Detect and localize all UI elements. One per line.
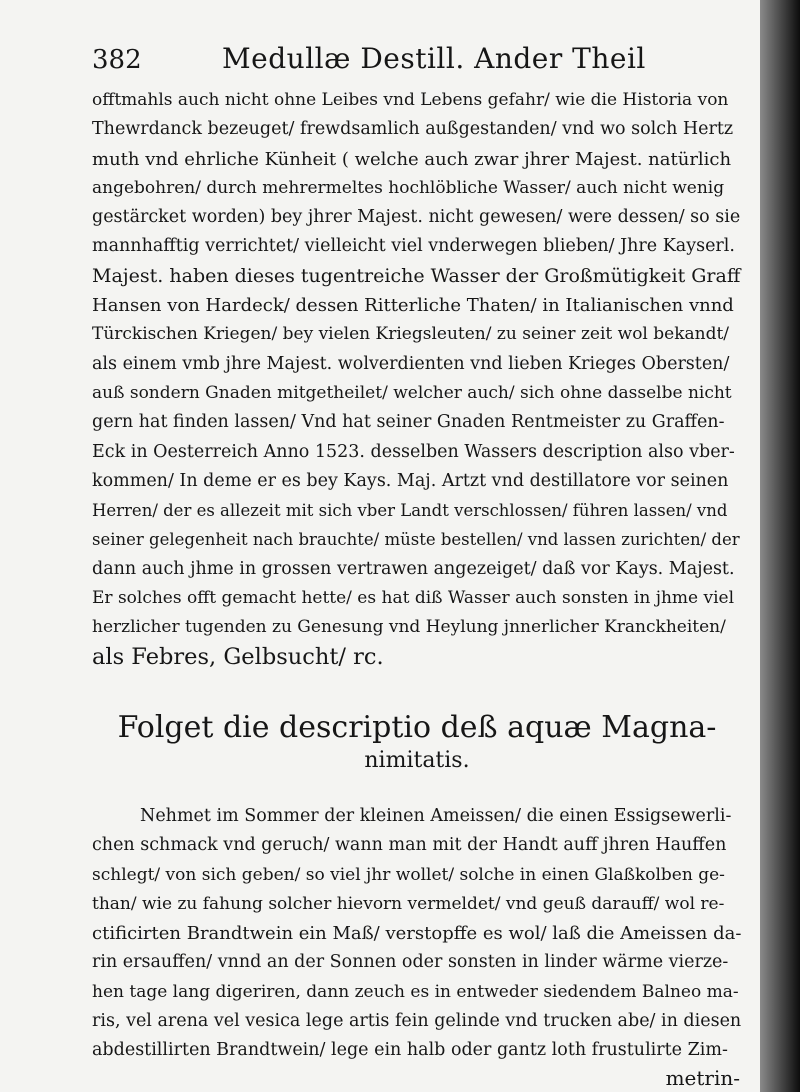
section-heading-continuation: nimitatis. <box>364 747 470 773</box>
section-text <box>92 802 742 1066</box>
text-line: mannhafftig verrichtet/ vielleicht viel vnderwegen blieben/ Jhre Kayserl. <box>92 236 735 257</box>
text-line: Türckischen Kriegen/ bey vielen Kriegsleuten/ zu seiner zeit wol bekandt/ <box>92 324 730 345</box>
text-line: muth vnd ehrliche Künheit ( welche auch zwar jhrer Majest. natürlich <box>92 148 732 170</box>
text-line: gern hat finden lassen/ Vnd hat seiner Gnaden Rentmeister zu Graffen- <box>92 412 725 433</box>
text-line: hen tage lang digeriren, dann zeuch es in entweder siedendem Balneo ma- <box>92 981 739 1002</box>
catchword: metrin- <box>665 1065 740 1090</box>
text-line: Thewrdanck bezeuget/ frewdsamlich außgestanden/ vnd wo solch Hertz <box>92 119 734 140</box>
page-edge-shadow <box>760 0 800 1092</box>
text-line: Herren/ der es allezeit mit sich vber Landt verschlossen/ führen lassen/ vnd <box>92 501 728 521</box>
page-header <box>92 42 742 86</box>
text-line: abdestillirten Brandtwein/ lege ein halb oder gantz loth frustulirte Zim- <box>92 1040 728 1061</box>
text-line: schlegt/ von sich geben/ so viel jhr wollet/ solche in einen Glaßkolben ge- <box>92 864 725 885</box>
text-line: rin ersauffen/ vnnd an der Sonnen oder sonsten in linder wärme vierze- <box>92 952 729 973</box>
text-line: ctificirten Brandtwein ein Maß/ verstopffe es wol/ laß die Ameissen da- <box>92 923 742 945</box>
text-line: gestärcket worden) bey jhrer Majest. nicht gewesen/ were dessen/ so sie <box>92 207 741 228</box>
page-number: 382 <box>92 45 142 75</box>
text-line: seiner gelegenheit nach brauchte/ müste bestellen/ vnd lassen zurichten/ der <box>92 530 740 550</box>
text-line: dann auch jhme in grossen vertrawen angezeiget/ daß vor Kays. Majest. <box>92 558 735 579</box>
text-line: kommen/ In deme er es bey Kays. Maj. Artzt vnd destillatore vor seinen <box>92 470 729 491</box>
section-heading: Folget die descriptio deß aquæ Magna- <box>117 709 717 745</box>
text-line: Majest. haben dieses tugentreiche Wasser der Großmütigkeit Graff <box>92 264 741 287</box>
text-line: Nehmet im Sommer der kleinen Ameissen/ die einen Essigsewerli- <box>140 805 732 826</box>
text-line: Eck in Oesterreich Anno 1523. desselben Wassers description also vber- <box>92 441 735 462</box>
text-line: als einem vmb jhre Majest. wolverdienten vnd lieben Krieges Obersten/ <box>92 353 730 374</box>
text-line: ris, vel arena vel vesica lege artis fein gelinde vnd trucken abe/ in diesen <box>92 1011 742 1032</box>
text-line: than/ wie zu fahung solcher hievorn vermeldet/ vnd geuß darauff/ wol re- <box>92 893 725 914</box>
text-line: Hansen von Hardeck/ dessen Ritterliche Thaten/ in Italianischen vnnd <box>92 295 734 317</box>
text-line: offtmahls auch nicht ohne Leibes vnd Lebens gefahr/ wie die Historia von <box>92 90 729 110</box>
text-line: angebohren/ durch mehrermeltes hochlöbliche Wasser/ auch nicht wenig <box>92 177 725 198</box>
text-line: auß sondern Gnaden mitgetheilet/ welcher auch/ sich ohne dasselbe nicht <box>92 382 732 403</box>
text-line: als Febres, Gelbsucht/ rc. <box>92 643 384 670</box>
text-line: herzlicher tugenden zu Genesung vnd Heylung jnnerlicher Kranckheiten/ <box>92 617 726 638</box>
text-line: Er solches offt gemacht hette/ es hat diß Wasser auch sonsten in jhme viel <box>92 588 735 609</box>
text-line: chen schmack vnd geruch/ wann man mit der Handt auff jhren Hauffen <box>92 835 727 856</box>
body-text <box>92 86 742 672</box>
running-title: Medullæ Destill. Ander Theil <box>222 42 646 75</box>
